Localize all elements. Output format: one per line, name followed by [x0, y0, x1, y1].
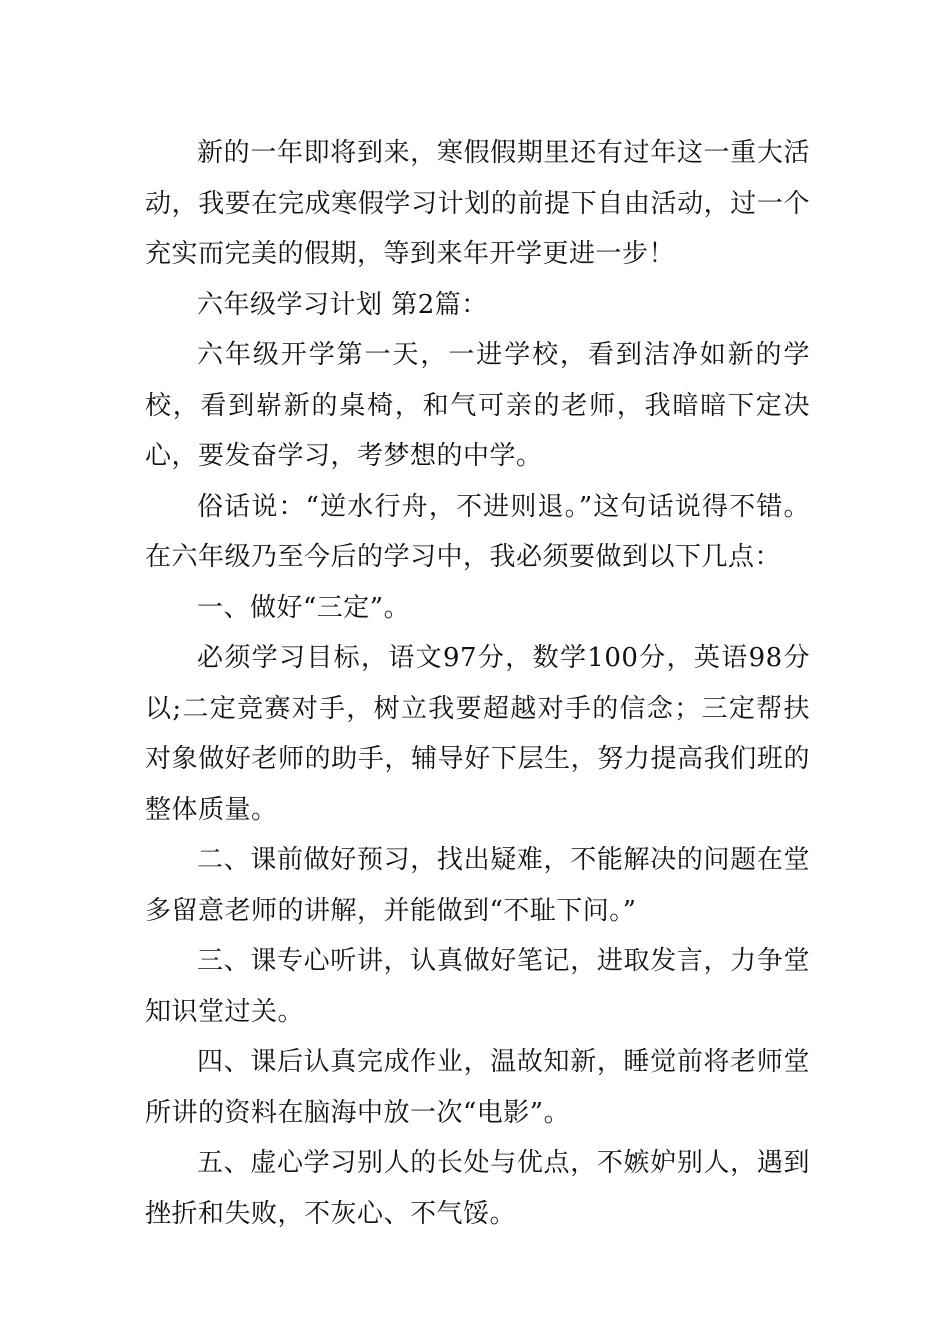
paragraph-first-day: 六年级开学第一天，一进学校，看到洁净如新的学校，看到崭新的桌椅，和气可亲的老师，我暗暗下定决心，要发奋学习，考梦想的中学。	[145, 340, 810, 471]
paragraph-point-two: 二、课前做好预习，找出疑难，不能解决的问题在堂多留意老师的讲解，并能做到“不耻下问。”	[145, 845, 810, 926]
paragraph-winter-plan: 新的一年即将到来，寒假假期里还有过年这一重大活动，我要在完成寒假学习计划的前提下自由活动，过一个充实而完美的假期，等到来年开学更进一步！	[145, 138, 810, 269]
section-heading: 六年级学习计划 第2篇：	[197, 289, 488, 320]
paragraph-point-three: 三、课专心听讲，认真做好笔记，进取发言，力争堂知识堂过关。	[145, 946, 810, 1027]
paragraph-point-one: 一、做好“三定”。	[197, 592, 411, 623]
paragraph-proverb: 俗话说：“逆水行舟，不进则退。”这句话说得不错。在六年级乃至今后的学习中，我必须要做到以下几点：	[145, 491, 810, 572]
document-body	[145, 128, 810, 1239]
paragraph-targets: 必须学习目标，语文97分，数学100分，英语98分以;二定竞赛对手，树立我要超越对手的信念；三定帮扶对象做好老师的助手，辅导好下层生，努力提高我们班的整体质量。	[145, 643, 810, 825]
paragraph-point-five: 五、虚心学习别人的长处与优点，不嫉妒别人，遇到挫折和失败，不灰心、不气馁。	[145, 1148, 810, 1229]
paragraph-point-four: 四、课后认真完成作业，温故知新，睡觉前将老师堂所讲的资料在脑海中放一次“电影”。	[145, 1047, 810, 1128]
